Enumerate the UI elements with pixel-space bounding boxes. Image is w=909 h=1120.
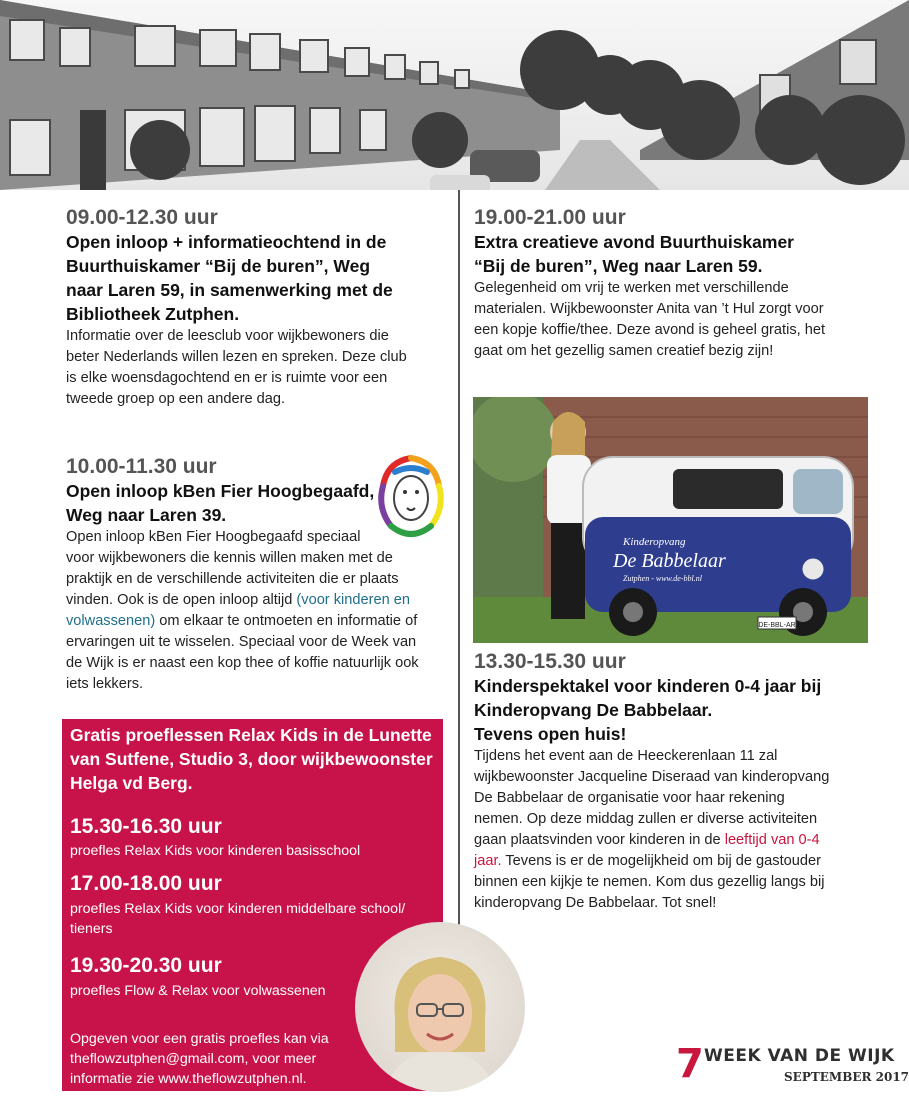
bus-text-line2: De Babbelaar bbox=[613, 550, 726, 572]
event-time: 10.00-11.30 uur bbox=[66, 455, 217, 478]
event-body-line: nemen. Op deze middag zullen er diverse activiteiten bbox=[474, 811, 818, 827]
event-title-line: Kinderopvang De Babbelaar. bbox=[474, 700, 713, 720]
lion-logo-icon bbox=[375, 452, 447, 538]
signup-text: informatie zie www.theflowzutphen.nl. bbox=[70, 1071, 307, 1087]
session-desc: tieners bbox=[70, 921, 113, 937]
event-body-line: Informatie over de leesclub voor wijkbewoners die bbox=[66, 328, 389, 344]
footer-subtitle: SEPTEMBER 2017 bbox=[784, 1070, 909, 1084]
event-title-line: naar Laren 59, in samenwerking met de bbox=[66, 280, 393, 300]
event-body-line: is elke woensdagochtend en er is ruimte voor een bbox=[66, 370, 388, 386]
event-body-line bbox=[66, 590, 446, 611]
street-photo-drawing bbox=[0, 0, 909, 190]
event-body-line: iets lekkers. bbox=[66, 676, 144, 692]
event-body-line: Gelegenheid om vrij te werken met verschillende bbox=[474, 280, 789, 296]
event-block bbox=[474, 650, 859, 914]
body-text: vinden. Ook is de open inloop altijd bbox=[66, 592, 293, 608]
event-block bbox=[474, 206, 854, 362]
session-desc: proefles Flow & Relax voor volwassenen bbox=[70, 983, 326, 999]
event-body-line: ervaringen uit te wisselen. Speciaal voor de Week van bbox=[66, 634, 417, 650]
session-desc: proefles Relax Kids voor kinderen basisschool bbox=[70, 843, 361, 859]
highlight-text: leeftijd van 0-4 bbox=[724, 832, 820, 848]
relax-kids-title-line: Gratis proeflessen Relax Kids in de Lunette bbox=[70, 725, 432, 745]
bus-text-line3: Zutphen - www.de-bbl.nl bbox=[623, 574, 702, 583]
event-title-line: Buurthuiskamer “Bij de buren”, Weg bbox=[66, 256, 371, 276]
event-body-line: Tijdens het event aan de Heeckerenlaan 11 zal bbox=[474, 748, 778, 764]
session-time: 19.30-20.30 uur bbox=[70, 954, 222, 977]
column-divider bbox=[458, 190, 460, 925]
event-title-line: Kinderspektakel voor kinderen 0-4 jaar bij bbox=[474, 676, 822, 696]
relax-kids-title bbox=[70, 723, 440, 795]
session-time: 15.30-16.30 uur bbox=[70, 815, 222, 838]
event-title-line: Open inloop + informatieochtend in de bbox=[66, 232, 387, 252]
event-body-line: De Babbelaar de organisatie voor haar rekening bbox=[474, 790, 785, 806]
portrait-photo bbox=[355, 922, 525, 1092]
bus-text-line1: Kinderopvang bbox=[623, 536, 686, 548]
event-body-line: materialen. Wijkbewoonster Anita van ’t Hul zorgt voor bbox=[474, 301, 824, 317]
event-body-line: Open inloop kBen Fier Hoogbegaafd speciaal bbox=[66, 529, 361, 545]
event-time: 13.30-15.30 uur bbox=[474, 650, 626, 673]
event-body-line: een kopje koffie/thee. Deze avond is geheel gratis, het bbox=[474, 322, 826, 338]
session-time: 17.00-18.00 uur bbox=[70, 872, 222, 895]
event-body-line: praktijk en de verschillende activiteiten die er plaats bbox=[66, 571, 399, 587]
event-body-line: de Wijk is er naast een kop thee of koffie natuurlijk ook bbox=[66, 655, 419, 671]
event-title-line: “Bij de buren”, Weg naar Laren 59. bbox=[474, 256, 763, 276]
event-title-line: Weg naar Laren 39. bbox=[66, 505, 227, 525]
event-body-line bbox=[66, 611, 446, 632]
relax-kids-title-line: Helga vd Berg. bbox=[70, 773, 193, 793]
relax-kids-title-line: van Sutfene, Studio 3, door wijkbewoonster bbox=[70, 749, 433, 769]
event-body-line bbox=[474, 830, 859, 851]
event-time: 09.00-12.30 uur bbox=[66, 206, 218, 229]
event-block bbox=[66, 206, 446, 410]
event-body-line: gaat om het gezellig samen creatief bezig zijn! bbox=[474, 343, 774, 359]
highlight-text: volwassenen) bbox=[66, 613, 156, 629]
event-body-line: binnen een kijkje te nemen. Kom dus gezellig langs bij bbox=[474, 874, 825, 890]
event-title-line: Tevens open huis! bbox=[474, 724, 627, 744]
bus-photo bbox=[473, 397, 868, 643]
highlight-text: jaar. bbox=[474, 853, 502, 869]
event-body-line: tweede groep op een andere dag. bbox=[66, 391, 286, 407]
event-body-line: wijkbewoonster Jacqueline Diseraad van kinderopvang bbox=[474, 769, 830, 785]
footer-title: WEEK VAN DE WIJK bbox=[704, 1046, 895, 1066]
event-body-line: voor wijkbewoners die kennis willen maken met de bbox=[66, 550, 393, 566]
event-time: 19.00-21.00 uur bbox=[474, 206, 626, 229]
signup-text: Opgeven voor een gratis proefles kan via bbox=[70, 1031, 329, 1047]
event-title-line: Open inloop kBen Fier Hoogbegaafd, bbox=[66, 481, 375, 501]
body-text: Tevens is er de mogelijkheid om bij de gastouder bbox=[501, 853, 821, 869]
event-title-line: Extra creatieve avond Buurthuiskamer bbox=[474, 232, 794, 252]
body-text: gaan plaatsvinden voor kinderen in de bbox=[474, 832, 725, 848]
page-footer bbox=[676, 1041, 909, 1094]
page-number: 7 bbox=[676, 1041, 704, 1087]
body-text: om elkaar te ontmoeten en informatie of bbox=[155, 613, 418, 629]
signup-text: theflowzutphen@gmail.com, voor meer bbox=[70, 1051, 317, 1067]
event-title-line: Bibliotheek Zutphen. bbox=[66, 304, 240, 324]
event-body-line: kinderopvang De Babbelaar. Tot snel! bbox=[474, 895, 717, 911]
license-plate: DE-BBL-AR bbox=[758, 622, 796, 629]
highlight-text: (voor kinderen en bbox=[296, 592, 410, 608]
street-photo bbox=[0, 0, 909, 190]
session-desc: proefles Relax Kids voor kinderen middelbare school/ bbox=[70, 901, 406, 917]
event-body-line: beter Nederlands willen lezen en spreken. Deze club bbox=[66, 349, 407, 365]
event-body-line bbox=[474, 851, 859, 872]
